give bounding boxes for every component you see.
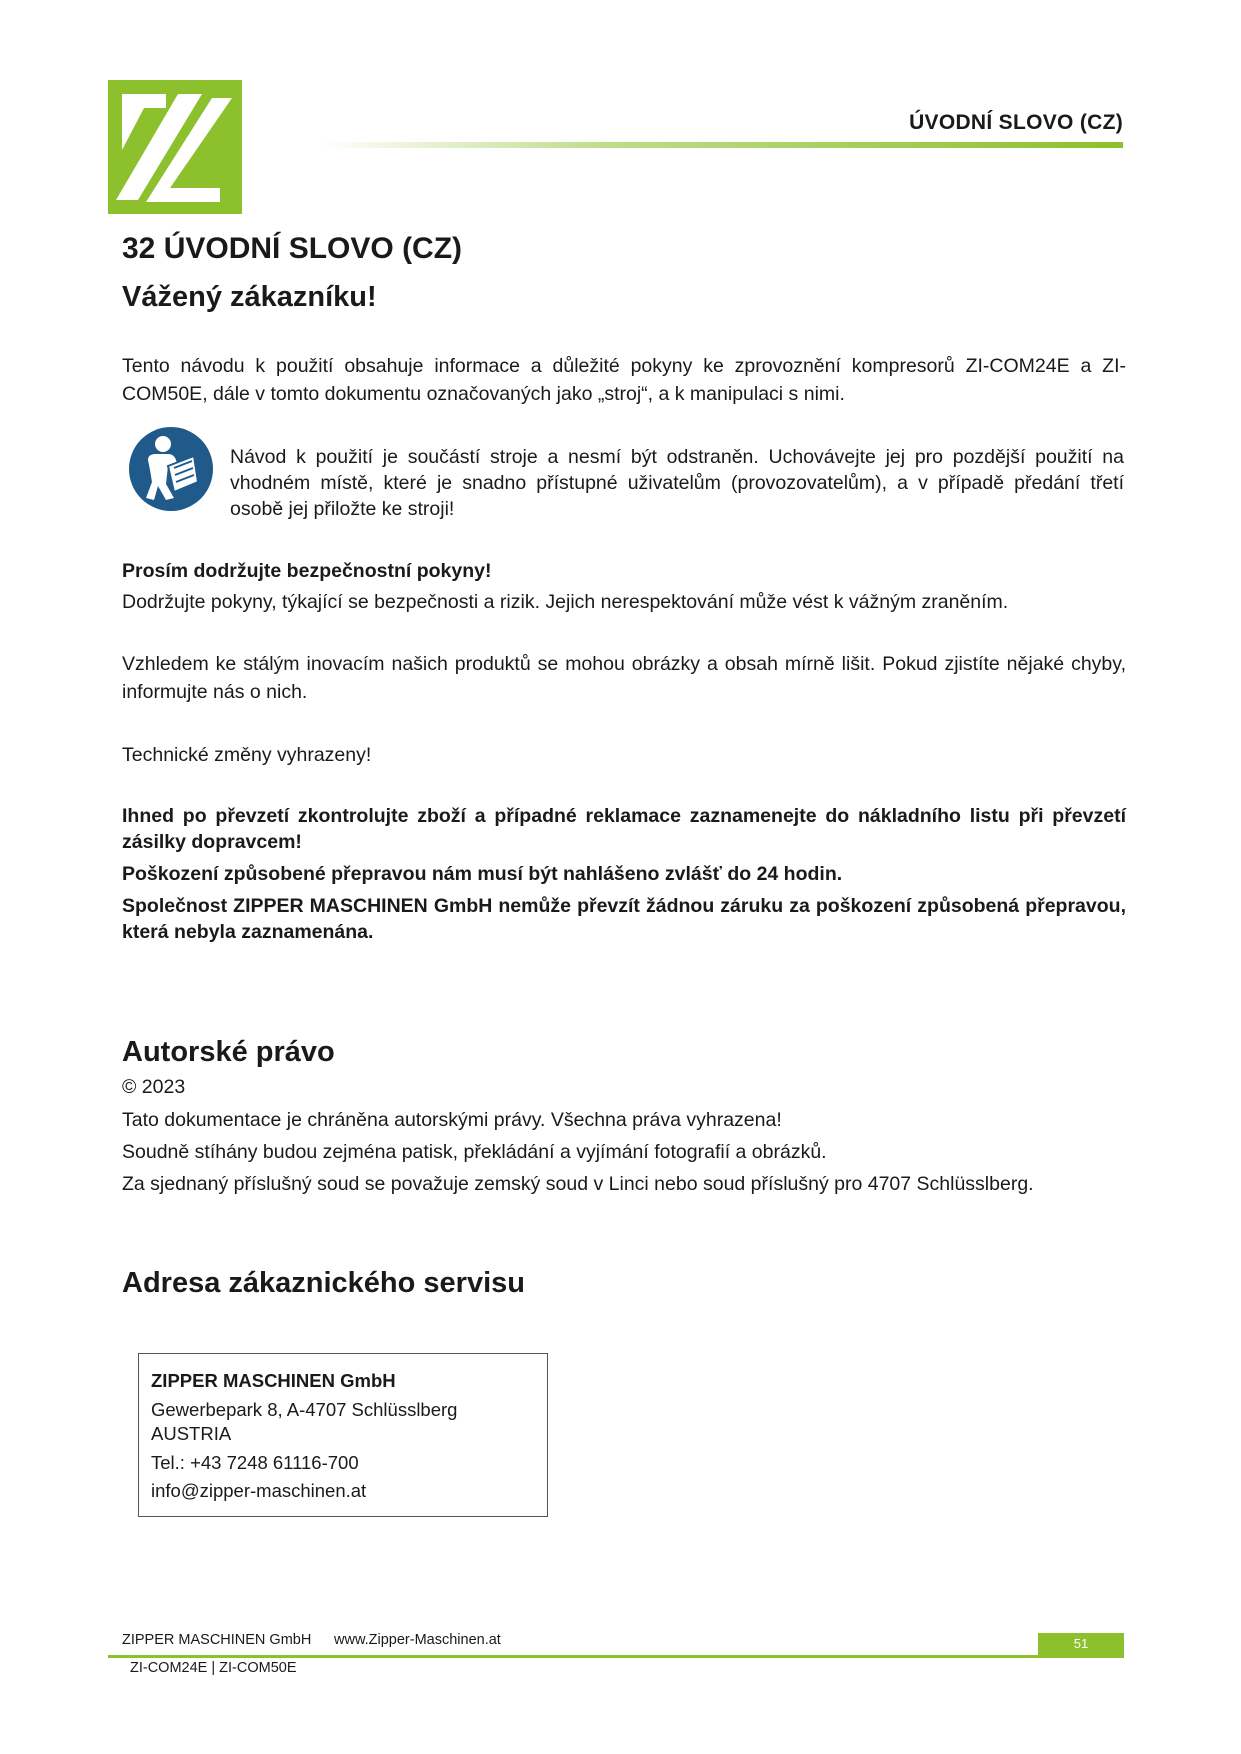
service-address-box — [138, 1353, 548, 1517]
delivery-damage-note: Poškození způsobené přepravou nám musí být nahlášeno zvlášť do 24 hodin. — [122, 863, 843, 885]
innovation-paragraph: Vzhledem ke stálým inovacím našich produktů se mohou obrázky a obsah mírně lišit. Pokud zjistíte nějaké chyby, informujte nás o nich. — [122, 653, 1126, 703]
footer-url[interactable]: www.Zipper-Maschinen.at — [334, 1632, 501, 1648]
copyright-line: Tato dokumentace je chráněna autorskými právy. Všechna práva vyhrazena! — [122, 1109, 782, 1131]
copyright-line: Za sjednaný příslušný soud se považuje zemský soud v Linci nebo soud příslušný pro 4707 Schlüsslberg. — [122, 1173, 1034, 1195]
safety-title: Prosím dodržujte bezpečnostní pokyny! — [122, 560, 492, 582]
address-phone: Tel.: +43 7248 61116-700 — [151, 1452, 359, 1473]
page-number: 51 — [1038, 1633, 1124, 1655]
footer-model: ZI-COM24E | ZI-COM50E — [130, 1660, 297, 1676]
header-title: ÚVODNÍ SLOVO (CZ) — [909, 111, 1123, 134]
copyright-line: Soudně stíhány budou zejména patisk, překládání a vyjímání fotografií a obrázků. — [122, 1141, 827, 1163]
header-divider — [320, 142, 1123, 148]
intro-paragraph: Tento návodu k použití obsahuje informace a důležité pokyny ke zprovoznění kompresorů ZI-COM24E a ZI-COM50E, dále v tomto dokumentu označovaných jako „stroj“, a k manipulaci s nimi. — [122, 355, 1126, 405]
section-title: 32 ÚVODNÍ SLOVO (CZ) — [122, 232, 463, 265]
footer-divider — [108, 1655, 1124, 1658]
copyright-year: © 2023 — [122, 1076, 186, 1098]
zipper-logo-icon — [108, 80, 242, 214]
address-email[interactable]: info@zipper-maschinen.at — [151, 1480, 367, 1501]
service-heading: Adresa zákaznického servisu — [122, 1267, 525, 1299]
safety-text: Dodržujte pokyny, týkající se bezpečnosti a rizik. Jejich nerespektování může vést k vážným zraněním. — [122, 591, 1009, 613]
technical-changes: Technické změny vyhrazeny! — [122, 744, 372, 766]
delivery-liability-note: Společnost ZIPPER MASCHINEN GmbH nemůže převzít žádnou záruku za poškození způsobená přepravou, která nebyla zaznamenána. — [122, 895, 1126, 943]
address-street: Gewerbepark 8, A-4707 Schlüsslberg — [151, 1399, 458, 1420]
read-manual-icon — [128, 426, 214, 512]
greeting-heading: Vážený zákazníku! — [122, 281, 377, 313]
delivery-receipt-note: Ihned po převzetí zkontrolujte zboží a případné reklamace zaznamenejte do nákladního listu při převzetí zásilky dopravcem! — [122, 805, 1126, 853]
address-country: AUSTRIA — [151, 1423, 232, 1444]
copyright-heading: Autorské právo — [122, 1036, 335, 1068]
zipper-logo — [108, 80, 242, 214]
address-company: ZIPPER MASCHINEN GmbH — [151, 1370, 396, 1391]
manual-note: Návod k použití je součástí stroje a nesmí být odstraněn. Uchovávejte jej pro pozdější použití na vhodném místě, které je snadno přístupné uživatelům (provozovatelům), a v případě předání třetí osobě jej přiložte ke stroji! — [230, 446, 1124, 520]
footer-company: ZIPPER MASCHINEN GmbH — [122, 1632, 312, 1648]
